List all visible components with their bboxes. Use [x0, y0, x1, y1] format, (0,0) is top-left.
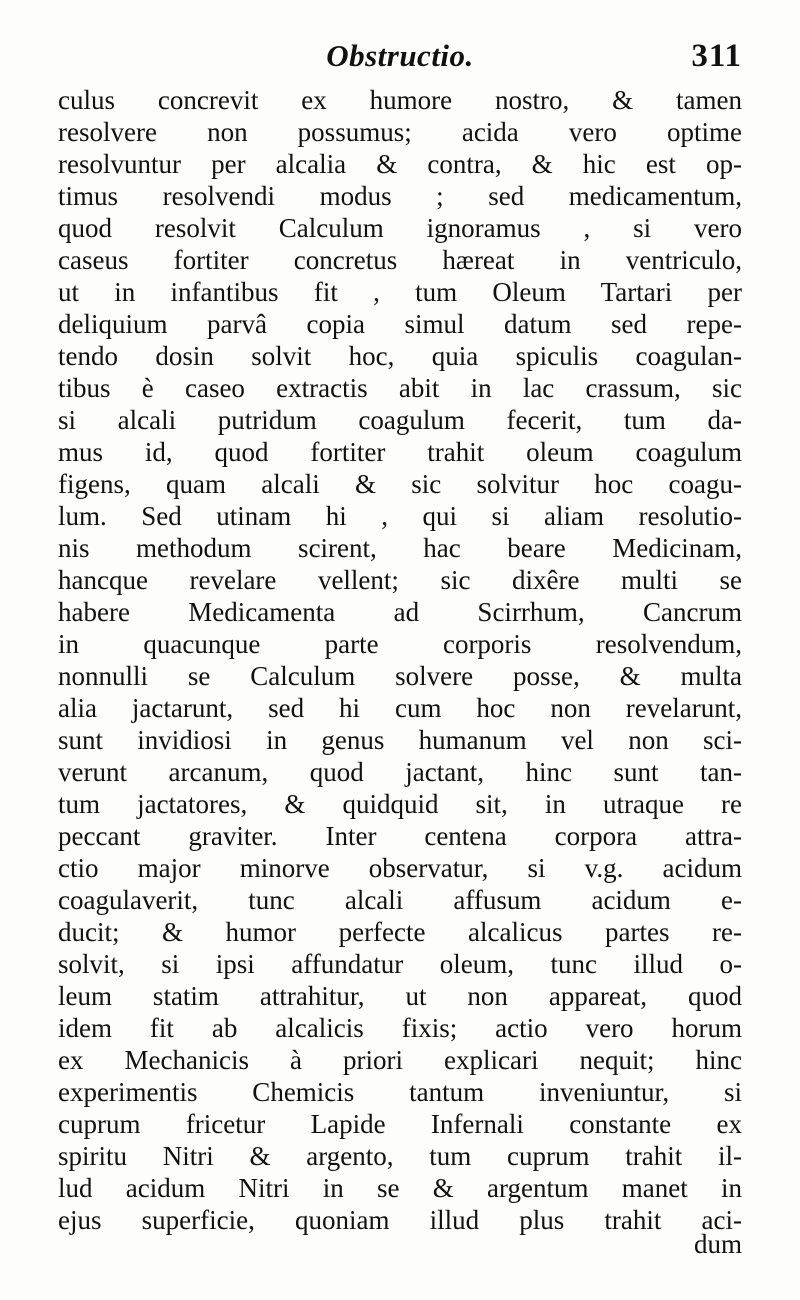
text-line: si alcali putridum coagulum fecerit, tum da- [58, 405, 742, 435]
text-line: ducit; & humor perfecte alcalicus partes re- [58, 917, 742, 947]
text-line: peccant graviter. Inter centena corpora attra- [58, 821, 742, 851]
text-line: deliquium parvâ copia simul datum sed repe- [58, 309, 742, 339]
catchword-row [58, 1228, 742, 1262]
text-line: caseus fortiter concretus hæreat in ventriculo, [58, 245, 742, 275]
catchword: dum [693, 1229, 742, 1259]
text-line: cuprum fricetur Lapide Infernali constante ex [58, 1109, 742, 1139]
text-line: experimentis Chemicis tantum inveniuntur, si [58, 1077, 742, 1107]
text-line: lud acidum Nitri in se & argentum manet in [58, 1173, 742, 1203]
page-number: 311 [691, 38, 742, 74]
text-line: sunt invidiosi in genus humanum vel non sci- [58, 725, 742, 755]
text-line: idem fit ab alcalicis fixis; actio vero horum [58, 1013, 742, 1043]
text-line: tum jactatores, & quidquid sit, in utraque re [58, 789, 742, 819]
text-line: resolvuntur per alcalia & contra, & hic est op- [58, 149, 742, 179]
text-line: leum statim attrahitur, ut non appareat, quod [58, 981, 742, 1011]
text-line: ctio major minorve observatur, si v.g. acidum [58, 853, 742, 883]
text-line: tendo dosin solvit hoc, quia spiculis coagulan- [58, 341, 742, 371]
text-line: tibus è caseo extractis abit in lac crassum, sic [58, 373, 742, 403]
text-line: ejus superficie, quoniam illud plus trahit aci- [58, 1205, 742, 1235]
text-line: resolvere non possumus; acida vero optime [58, 117, 742, 147]
running-head: Obstructio. [326, 38, 474, 73]
text-line: figens, quam alcali & sic solvitur hoc coagu- [58, 469, 742, 499]
text-line: solvit, si ipsi affundatur oleum, tunc illud o- [58, 949, 742, 979]
text-line: ex Mechanicis à priori explicari nequit; hinc [58, 1045, 742, 1075]
text-line: nis methodum scirent, hac beare Medicinam, [58, 533, 742, 563]
text-line: coagulaverit, tunc alcali affusum acidum e- [58, 885, 742, 915]
page-header [58, 38, 742, 88]
text-line: lum. Sed utinam hi , qui si aliam resolutio- [58, 501, 742, 531]
text-line: ut in infantibus fit , tum Oleum Tartari per [58, 277, 742, 307]
text-line: culus concrevit ex humore nostro, & tamen [58, 85, 742, 115]
text-line: timus resolvendi modus ; sed medicamentum, [58, 181, 742, 211]
text-line: habere Medicamenta ad Scirrhum, Cancrum [58, 597, 742, 627]
text-line: alia jactarunt, sed hi cum hoc non revelarunt, [58, 693, 742, 723]
text-line: hancque revelare vellent; sic dixêre multi se [58, 565, 742, 595]
text-line: verunt arcanum, quod jactant, hinc sunt tan- [58, 757, 742, 787]
body-text [58, 84, 742, 1236]
text-line: nonnulli se Calculum solvere posse, & multa [58, 661, 742, 691]
text-line: in quacunque parte corporis resolvendum, [58, 629, 742, 659]
text-line: spiritu Nitri & argento, tum cuprum trahit il- [58, 1141, 742, 1171]
text-line: mus id, quod fortiter trahit oleum coagulum [58, 437, 742, 467]
text-line: quod resolvit Calculum ignoramus , si vero [58, 213, 742, 243]
